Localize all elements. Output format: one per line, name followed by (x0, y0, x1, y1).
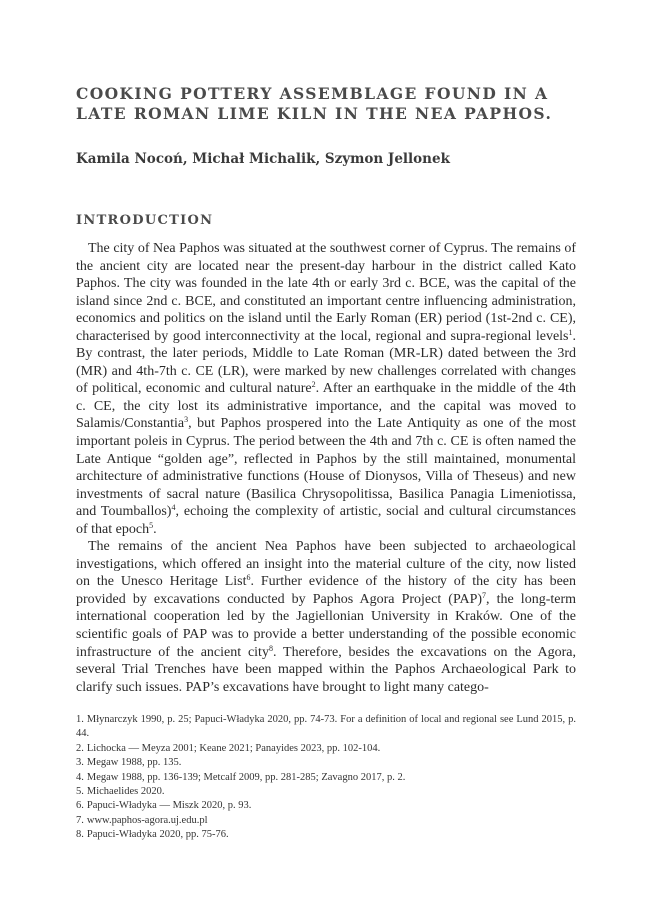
footnote-number: 1. (76, 714, 84, 725)
article-authors: Kamila Nocoń, Michał Michalik, Szymon Jellonek (76, 151, 450, 167)
text-segment: . After an earthquake in the middle of the 4th c. CE, the city lost its administrative importance, and the capital was moved to Salamis/Constantia (76, 381, 577, 432)
footnote (76, 785, 576, 799)
text-segment: The city of Nea Paphos was situated at the southwest corner of Cyprus. The remains of the ancient city are located near the present-day harbour in the district called Kato Paphos. The city was founded in the late 4th or early 3rd c. BCE, was the capital of the island since 2nd c. BCE, and constituted an important centre influencing administration, economics and politics on the island until the Early Roman (ER) period (1st-2nd c. CE), characterised by good interconnectivity at the local, regional and supra-regional levels (76, 241, 576, 344)
footnote-number: 4. (76, 771, 84, 783)
footnote-text: Megaw 1988, pp. 135. (86, 757, 182, 769)
footnote (76, 756, 576, 770)
footnote-ref: 1 (568, 327, 573, 337)
footnote-text: Michaelides 2020. (86, 786, 165, 798)
text-segment: , echoing the complexity of artistic, social and cultural circumstances of that epoch (76, 504, 576, 537)
footnote-text: Megaw 1988, pp. 136-139; Metcalf 2009, pp. 281-285; Zavagno 2017, p. 2. (86, 771, 406, 783)
footnote (76, 828, 576, 842)
footnote-ref: 3 (184, 415, 189, 425)
text-segment: . By contrast, the later periods, Middle to Late Roman (MR-LR) dated between the 3rd (MR) and 4th-7th c. CE (LR), were marked by new challenges correlated with changes of political, economic and cultural nature (76, 328, 576, 397)
text-segment: . (153, 521, 157, 537)
footnote-number: 7. (76, 814, 84, 826)
footnote (76, 742, 576, 756)
footnote (76, 771, 576, 785)
text-segment: . Further evidence of the history of the city has been provided by excavations conducted by Paphos Agora Project (PAP) (76, 574, 576, 607)
footnote (76, 799, 576, 813)
section-heading: INTRODUCTION (76, 213, 214, 228)
footnote-number: 2. (76, 742, 84, 754)
footnote-ref: 6 (246, 573, 251, 583)
footnote-text: Lichocka — Meyza 2001; Keane 2021; Panayides 2023, pp. 102-104. (86, 742, 381, 754)
footnote-ref: 7 (482, 590, 487, 600)
footnote-text: Papuci-Władyka 2020, pp. 75-76. (86, 829, 229, 841)
footnote-number: 8. (76, 829, 84, 841)
paragraph (76, 240, 576, 538)
footnote (76, 713, 576, 742)
footnote-ref: 2 (311, 380, 316, 390)
footnotes (76, 713, 576, 843)
footnote-text: www.paphos-agora.uj.edu.pl (86, 814, 208, 826)
footnote-text: Papuci-Władyka — Miszk 2020, p. 93. (86, 800, 252, 812)
text-segment: The remains of the ancient Nea Paphos have been subjected to archaeological investigations, which offered an insight into the material culture of the city, now listed on the Unesco Heritage List (76, 539, 576, 590)
footnote (76, 814, 576, 828)
footnote-number: 6. (76, 800, 84, 812)
text-segment: , but Paphos prospered into the Late Antiquity as one of the most important poleis in Cyprus. The period between the 4th and 7th c. CE is often named the Late Antique “golden age”, reflected in Paphos by the still maintained, monumental architecture of administrative functions (House of Dionysos, Villa of Theseus) and new investments of sacral nature (Basilica Chrysopolitissa, Basilica Panagia Limeniotissa, and Toumballos) (76, 416, 576, 520)
footnote-ref: 5 (149, 520, 154, 530)
footnote-ref: 4 (171, 503, 176, 513)
article-title: COOKING POTTERY ASSEMBLAGE FOUND IN A LATE ROMAN LIME KILN IN THE NEA PAPHOS. (76, 84, 553, 123)
text-segment: . Therefore, besides the excavations on the Agora, several Trial Trenches have been mapped within the Paphos Archaeological Park to clarify such issues. PAP’s excavations have brought to light many catego- (76, 644, 576, 695)
footnote-number: 5. (76, 786, 84, 798)
text-segment: , the long-term international cooperation led by the Jagiellonian University in Kraków. One of the scientific goals of PAP was to provide a better understanding of the possible economic infrastructure of the ancient city (76, 591, 577, 660)
body-text (76, 240, 576, 696)
footnote-number: 3. (76, 757, 84, 769)
paragraph (76, 538, 576, 696)
footnote-ref: 8 (268, 643, 273, 653)
footnote-text: Młynarczyk 1990, p. 25; Papuci-Władyka 2020, pp. 74-73. For a definition of local and regional see Lund 2015, p. 44. (76, 714, 576, 740)
